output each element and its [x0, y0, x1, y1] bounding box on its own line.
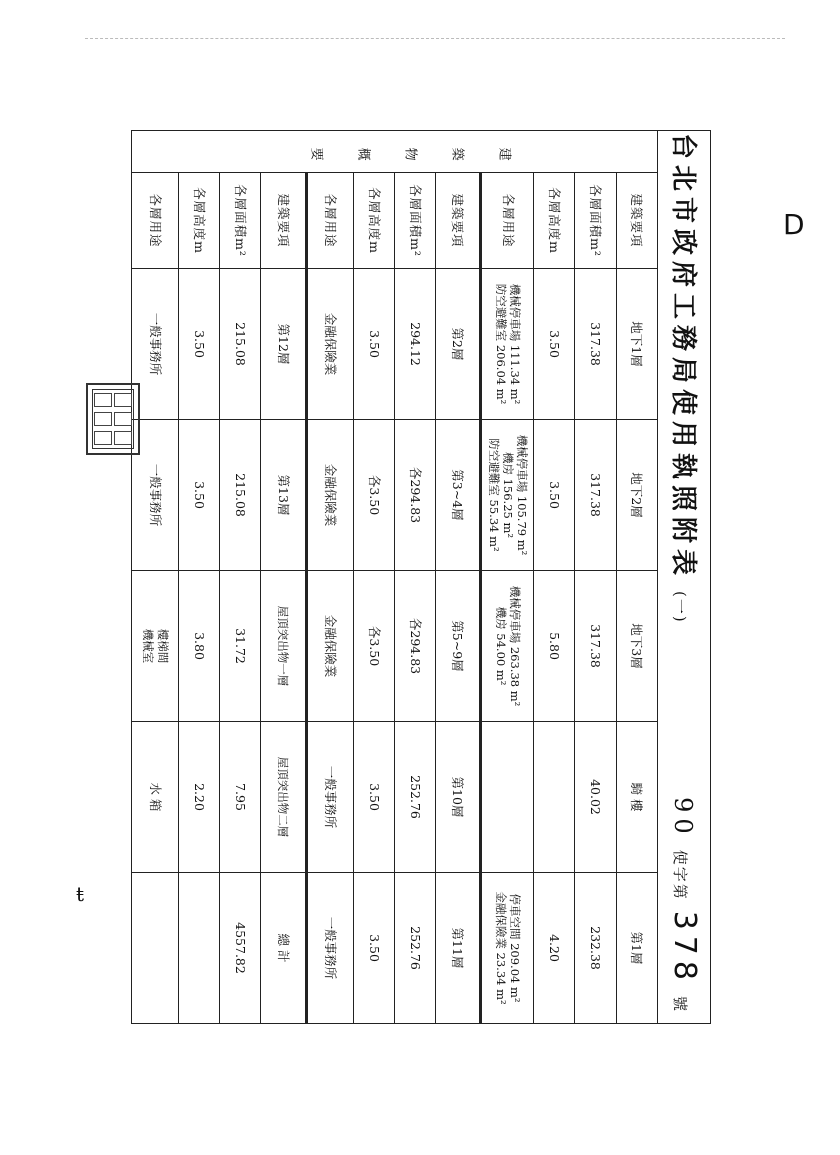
- g1-area-1: 317.38: [575, 269, 616, 420]
- g3-height-4: 2.20: [179, 722, 220, 873]
- row-label-use: 各層用途: [306, 173, 353, 269]
- g2-area-5: 252.76: [394, 873, 435, 1024]
- g3-item-2: 第13層: [261, 420, 306, 571]
- scan-speck: ŧ: [76, 882, 85, 906]
- g1-height-3: 5.80: [534, 571, 575, 722]
- g2-height-1: 3.50: [353, 269, 394, 420]
- official-seal-stamp: [86, 383, 140, 455]
- g1-area-2: 317.38: [575, 420, 616, 571]
- form-part: (一): [670, 591, 689, 624]
- permit-word: 使字第: [670, 849, 689, 901]
- g1-use-2: 機械停車場 105.79 m² 機房 156.25 m² 防空避難室 55.34 m²: [481, 420, 534, 571]
- g3-height-1: 3.50: [179, 269, 220, 420]
- g1-use-1: 機械停車場 111.34 m² 防空避難室 206.04 m²: [481, 269, 534, 420]
- scan-edge-marks: [85, 38, 785, 39]
- g3-height-3: 3.80: [179, 571, 220, 722]
- g3-use-1: 一般事務所: [132, 269, 179, 420]
- row-label-height: 各層高度m: [353, 173, 394, 269]
- g3-area-1: 215.08: [220, 269, 261, 420]
- permit-table: [131, 130, 711, 1024]
- g2-height-2: 各3.50: [353, 420, 394, 571]
- row-label-item: 建築要項: [435, 173, 480, 269]
- g2-use-3: 金融保險業: [306, 571, 353, 722]
- row-label-item: 建築要項: [616, 173, 657, 269]
- g2-area-1: 294.12: [394, 269, 435, 420]
- g1-height-2: 3.50: [534, 420, 575, 571]
- g3-item-4: 屋頂突出物二層: [261, 722, 306, 873]
- g2-use-2: 金融保險業: [306, 420, 353, 571]
- g3-use-2: 一般事務所: [132, 420, 179, 571]
- row-label-use: 各層用途: [481, 173, 534, 269]
- g2-item-1: 第2層: [435, 269, 480, 420]
- g2-use-5: 一般事務所: [306, 873, 353, 1024]
- row-label-item: 建築要項: [261, 173, 306, 269]
- g1-area-3: 317.38: [575, 571, 616, 722]
- permit-form: [131, 130, 711, 1023]
- g1-use-5: 停車空間 209.04 m² 金融保險業 23.34 m²: [481, 873, 534, 1024]
- g2-area-2: 各294.83: [394, 420, 435, 571]
- g3-area-5: 4557.82: [220, 873, 261, 1024]
- g3-item-5: 總 計: [261, 873, 306, 1024]
- row-label-area: 各層面積m²: [394, 173, 435, 269]
- g1-item-5: 第1層: [616, 873, 657, 1024]
- form-title: 台北市政府工務局使用執照附表: [667, 133, 698, 582]
- g2-use-1: 金融保險業: [306, 269, 353, 420]
- permit-suffix: 號: [670, 995, 689, 1013]
- g3-use-4: 水 箱: [132, 722, 179, 873]
- g2-height-5: 3.50: [353, 873, 394, 1024]
- g3-height-5: [179, 873, 220, 1024]
- row-label-height: 各層高度m: [179, 173, 220, 269]
- g3-area-2: 215.08: [220, 420, 261, 571]
- g2-use-4: 一般事務所: [306, 722, 353, 873]
- g1-area-4: 40.02: [575, 722, 616, 873]
- row-label-area: 各層面積m²: [220, 173, 261, 269]
- g2-area-4: 252.76: [394, 722, 435, 873]
- g3-item-1: 第12層: [261, 269, 306, 420]
- permit-year: 90: [668, 797, 697, 840]
- g1-use-4: [481, 722, 534, 873]
- g3-item-3: 屋頂突出物一層: [261, 571, 306, 722]
- g2-height-4: 3.50: [353, 722, 394, 873]
- row-label-area: 各層面積m²: [575, 173, 616, 269]
- g1-item-1: 地下1層: [616, 269, 657, 420]
- section-label: 建築物概要: [132, 131, 658, 173]
- row-label-use: 各層用途: [132, 173, 179, 269]
- g2-area-3: 各294.83: [394, 571, 435, 722]
- g2-item-4: 第10層: [435, 722, 480, 873]
- g1-item-3: 地下3層: [616, 571, 657, 722]
- side-mark: D: [783, 208, 805, 241]
- g2-height-3: 各3.50: [353, 571, 394, 722]
- g1-height-5: 4.20: [534, 873, 575, 1024]
- g3-height-2: 3.50: [179, 420, 220, 571]
- g2-item-5: 第11層: [435, 873, 480, 1024]
- g1-height-4: [534, 722, 575, 873]
- g2-item-2: 第3~4層: [435, 420, 480, 571]
- g1-item-4: 騎 樓: [616, 722, 657, 873]
- g2-item-3: 第5~9層: [435, 571, 480, 722]
- g3-area-3: 31.72: [220, 571, 261, 722]
- row-label-height: 各層高度m: [534, 173, 575, 269]
- g1-item-2: 地下2層: [616, 420, 657, 571]
- g1-area-5: 232.38: [575, 873, 616, 1024]
- g1-use-3: 機械停車場 263.38 m² 機房 54.00 m²: [481, 571, 534, 722]
- permit-form-frame: [131, 130, 711, 1023]
- form-title-row: [657, 131, 710, 1024]
- g3-use-5: [132, 873, 179, 1024]
- g3-use-3: 樓梯間 機械室: [132, 571, 179, 722]
- g1-height-1: 3.50: [534, 269, 575, 420]
- permit-number: 378: [666, 910, 702, 986]
- g3-area-4: 7.95: [220, 722, 261, 873]
